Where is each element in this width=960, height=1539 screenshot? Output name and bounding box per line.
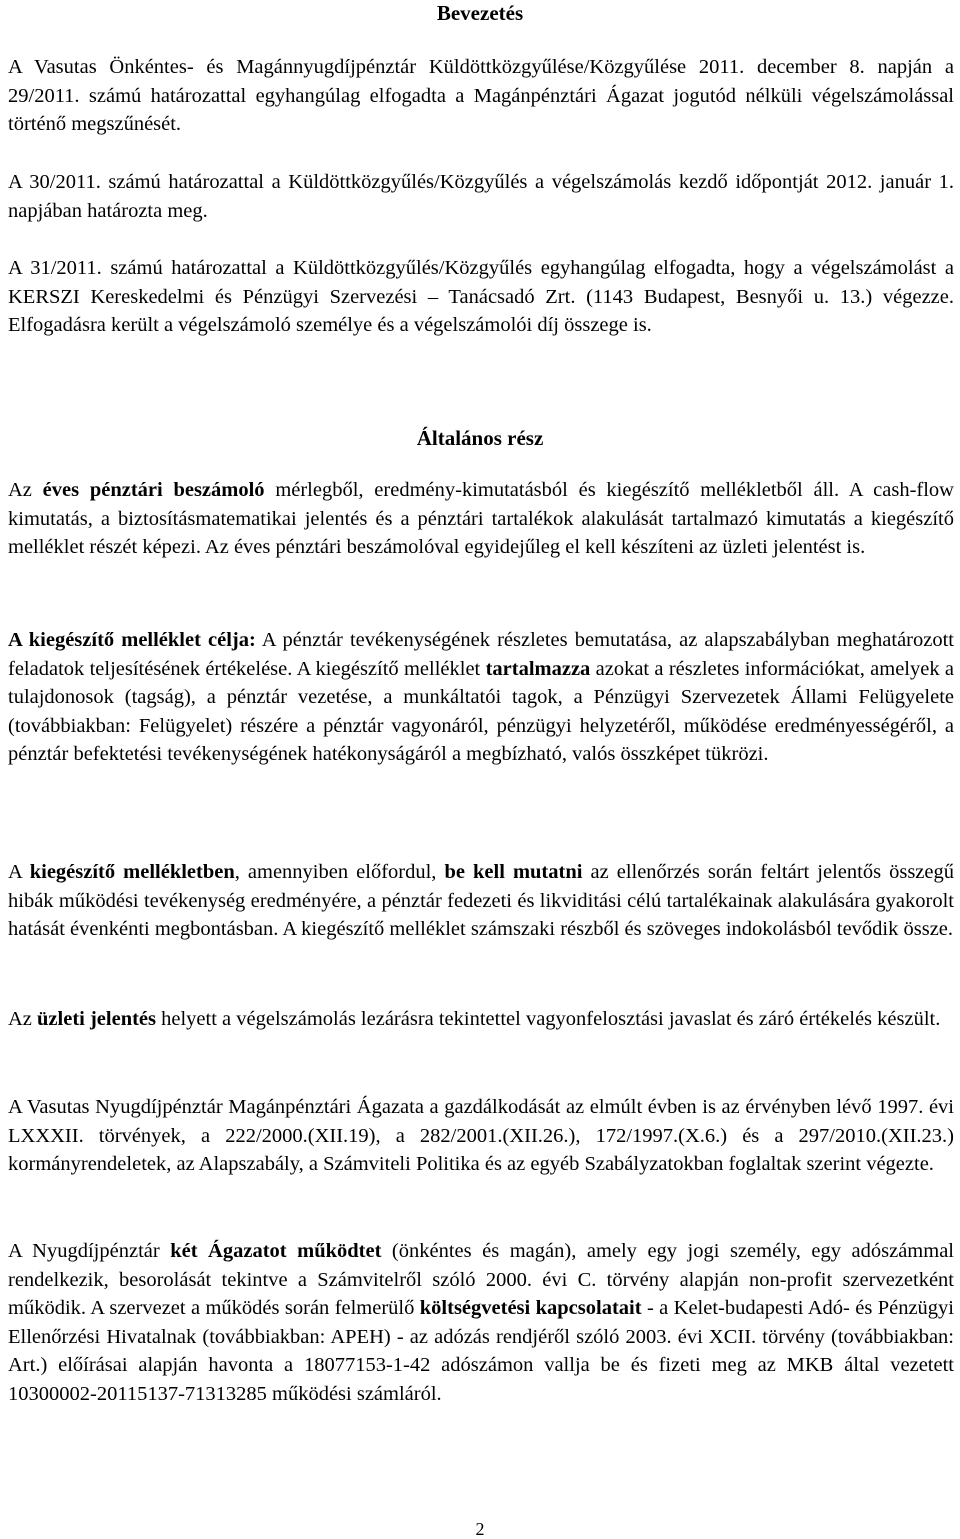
bold-text-run: éves pénztári beszámoló xyxy=(42,479,265,501)
paragraph-1 xyxy=(8,53,954,139)
text-run: A 30/2011. számú határozattal a Küldöttközgyűlés/Közgyűlés a végelszámolás kezdő időpontját 2012. január 1. napjában határozta meg. xyxy=(8,171,954,222)
paragraph-2 xyxy=(8,168,954,225)
text-run: Az xyxy=(8,1008,38,1030)
paragraph-6 xyxy=(8,858,954,944)
paragraph-7 xyxy=(8,1005,954,1034)
text-run: - a Kelet-budapesti Adó- és Pénzügyi Ellenőrzési Hivatalnak (továbbiakban: APEH) - az adózás rendjéről szóló 2003. évi XCII. törvény (továbbiakban: Art.) előírásai alapján havonta a 18077153-1-42 adószámon vallja be és fizeti meg az MKB által vezetett 10300002-20115137-71313285 működési számláról. xyxy=(8,1297,954,1405)
page-number: 2 xyxy=(475,1519,485,1539)
text-run: az ellenőrzés során feltárt jelentős összegű hibák működési tevékenység eredményére, a pénztár fedezeti és likviditási célú tartalékainak alakulására gyakorolt hatását évenkénti megbontásban. A kiegészítő melléklet számszaki részből és szöveges indokolásból tevődik össze. xyxy=(8,861,954,941)
text-run: , amennyiben előfordul, xyxy=(234,861,445,883)
text-run: A xyxy=(8,861,30,883)
text-run: (önkéntes és magán), amely egy jogi személy, egy adószámmal rendelkezik, besorolását tekintve a Számvitelről szóló 2000. évi C. törvény alapján non-profit szervezetként működik. A szervezet a működés során felmerülő xyxy=(8,1240,954,1320)
paragraph-5 xyxy=(8,626,954,769)
bold-text-run: költségvetési kapcsolatait xyxy=(419,1297,642,1320)
heading-bevezetes: Bevezetés xyxy=(436,1,524,25)
bold-text-run: kiegészítő mellékletben xyxy=(29,861,235,883)
bold-text-run: üzleti jelentés xyxy=(37,1008,156,1030)
bold-text-run: A kiegészítő melléklet célja: xyxy=(8,629,256,651)
bold-text-run: tartalmazza xyxy=(485,657,591,680)
text-run: azokat a részletes információkat, amelyek a tulajdonosok (tagság), a pénztár vezetése, a munkáltatói tagok, a Pénzügyi Szervezetek Állami Felügyelete (továbbiakban: Felügyelet) részére a pénztár vagyonáról, pénzügyi helyzetéről, működése eredményességéről, a pénztár befektetési tevékenységének hatékonyságáról a megbízható, valós összképet tükrözi. xyxy=(8,657,954,766)
heading-altalanos-resz: Általános rész xyxy=(416,426,544,450)
text-run: Az xyxy=(8,479,43,501)
text-run: A Nyugdíjpénztár xyxy=(8,1240,171,1262)
paragraph-3 xyxy=(8,254,954,340)
text-run: A 31/2011. számú határozattal a Küldöttközgyűlés/Közgyűlés egyhangúlag elfogadta, hogy a végelszámolást a KERSZI Kereskedelmi és Pénzügyi Szervezési – Tanácsadó Zrt. (1143 Budapest, Besnyői u. 13.) végezze. Elfogadásra került a végelszámoló személye és a végelszámolói díj összege is. xyxy=(8,257,954,337)
text-run: A Vasutas Önkéntes- és Magánnyugdíjpénztár Küldöttközgyűlése/Közgyűlése 2011. december 8. napján a 29/2011. számú határozattal egyhangúlag elfogadta a Magánpénztári Ágazat jogutód nélküli végelszámolással történő megszűnését. xyxy=(8,56,954,136)
paragraph-4 xyxy=(8,476,954,562)
text-run: A pénztár tevékenységének részletes bemutatása, az alapszabályban meghatározott feladatok teljesítésének értékelése. A kiegészítő melléklet xyxy=(8,629,954,680)
paragraph-9 xyxy=(8,1237,954,1409)
text-run: mérlegből, eredmény-kimutatásból és kiegészítő mellékletből áll. A cash-flow kimutatás, a biztosításmatematikai jelentés és a pénztári tartalékok alakulását tartalmazó kimutatás a kiegészítő melléklet részét képezi. Az éves pénztári beszámolóval egyidejűleg el kell készíteni az üzleti jelentést is. xyxy=(8,479,954,559)
bold-text-run: be kell mutatni xyxy=(444,861,583,883)
text-run: helyett a végelszámolás lezárásra tekintettel vagyonfelosztási javaslat és záró értékelés készült. xyxy=(156,1008,941,1030)
bold-text-run: két Ágazatot működtet xyxy=(170,1240,382,1262)
paragraph-8 xyxy=(8,1093,954,1179)
text-run: A Vasutas Nyugdíjpénztár Magánpénztári Ágazata a gazdálkodását az elmúlt évben is az érvényben lévő 1997. évi LXXXII. törvények, a 222/2000.(XII.19), a 282/2001.(XII.26.), 172/1997.(X.6.) és a 297/2010.(XII.23.) kormányrendeletek, az Alapszabály, a Számviteli Politika és az egyéb Szabályzatokban foglaltak szerint végezte. xyxy=(8,1096,954,1176)
